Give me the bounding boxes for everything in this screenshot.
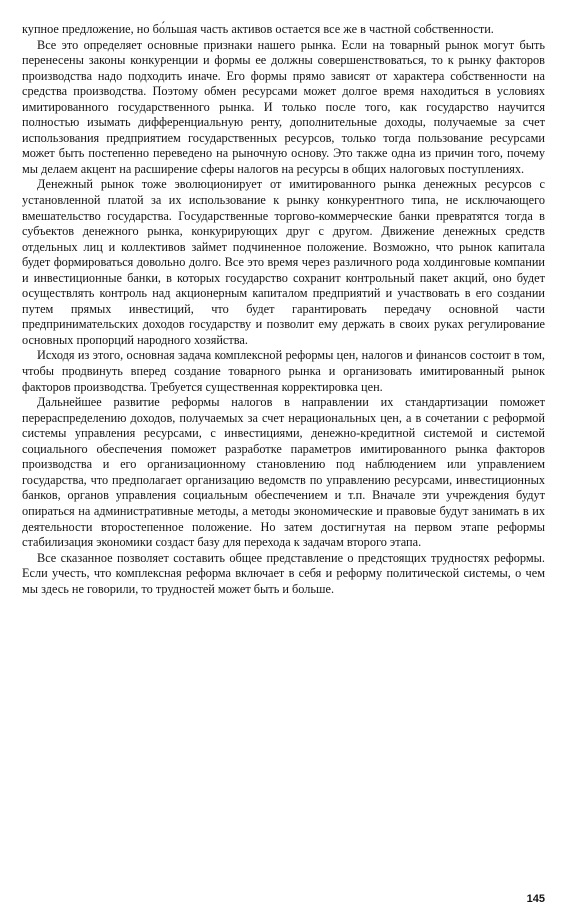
paragraph-continuation: купное предложение, но бо́льшая часть активов остается все же в частной собственности. (22, 22, 494, 36)
paragraph: Все это определяет основные признаки нашего рынка. Если на товарный рынок могут быть перенесены законы конкуренции и формы ее должны совершенствоваться, то к рынку факторов производства надо подходить иначе. Его формы прямо зависят от характера собственности на средства производства. Поэтому обмен ресурсами может долгое время находиться в условиях имитированного государственного рынка. И только после того, как государство научится полностью изымать дифференциальную ренту, дополнительные доходы, получаемые за счет использования предприятием государственных ресурсов, только тогда пользование ресурсами может быть постепенно переведено на рыночную основу. Это также одна из причин того, почему мы делаем акцент на расширение сферы налогов на ресурсы в общих налоговых поступлениях. (22, 37, 545, 176)
paragraph: Дальнейшее развитие реформы налогов в направлении их стандартизации поможет перераспределению доходов, получаемых за счет нерациональных цен, а в сочетании с реформой системы управления ресурсами, с инвестициями, денежно-кредитной системой и системой социального обеспечения поможет разработке параметров имитированного рынка факторов производства и его организационному становлению под наблюдением или управлением государства, что предполагает организацию ведомств по управлению ресурсами, инвестиционных банков, органов управления социальным обеспечением и т.п. Вначале эти учреждения будут опираться на административные методы, а методы экономические и правовые будут занимать в их деятельности второстепенное положение. Но затем достигнутая на первом этапе реформы стабилизация экономики создаст базу для перехода к задачам второго этапа. (22, 395, 545, 550)
page-number: 145 (526, 893, 545, 905)
paragraph: Исходя из этого, основная задача комплексной реформы цен, налогов и финансов состоит в том, чтобы продвинуть вперед создание товарного рынка и организовать имитированный рынок факторов производства. Требуется существенная корректировка цен. (22, 348, 545, 394)
text-body (22, 22, 545, 597)
paragraph: Денежный рынок тоже эволюционирует от имитированного рынка денежных ресурсов с установленной платой за их использование к рынку конкурентного типа, не исключающего вмешательство государства. Государственные торгово-коммерческие банки превратятся тогда в субъектов денежного рынка, конкурирующих друг с другом. Движение денежных средств отдельных лиц и коллективов займет подчиненное положение. Возможно, что рынок капитала будет формироваться довольно долго. Все это время через различного рода холдинговые компании и инвестиционные банки, в которых государство сохранит контрольный пакет акций, оно будет осуществлять контроль над акционерным капиталом предприятий и участвовать в его создании путем прямых инвестиций, что будет гарантировать передачу основной части предпринимательских доходов государству и позволит ему держать в своих руках регулирование основных пропорций народного хозяйства. (22, 177, 545, 347)
paragraph: Все сказанное позволяет составить общее представление о предстоящих трудностях реформы. Если учесть, что комплексная реформа включает в себя и реформу политической системы, о чем мы здесь не говорили, то трудностей может быть и больше. (22, 550, 545, 596)
